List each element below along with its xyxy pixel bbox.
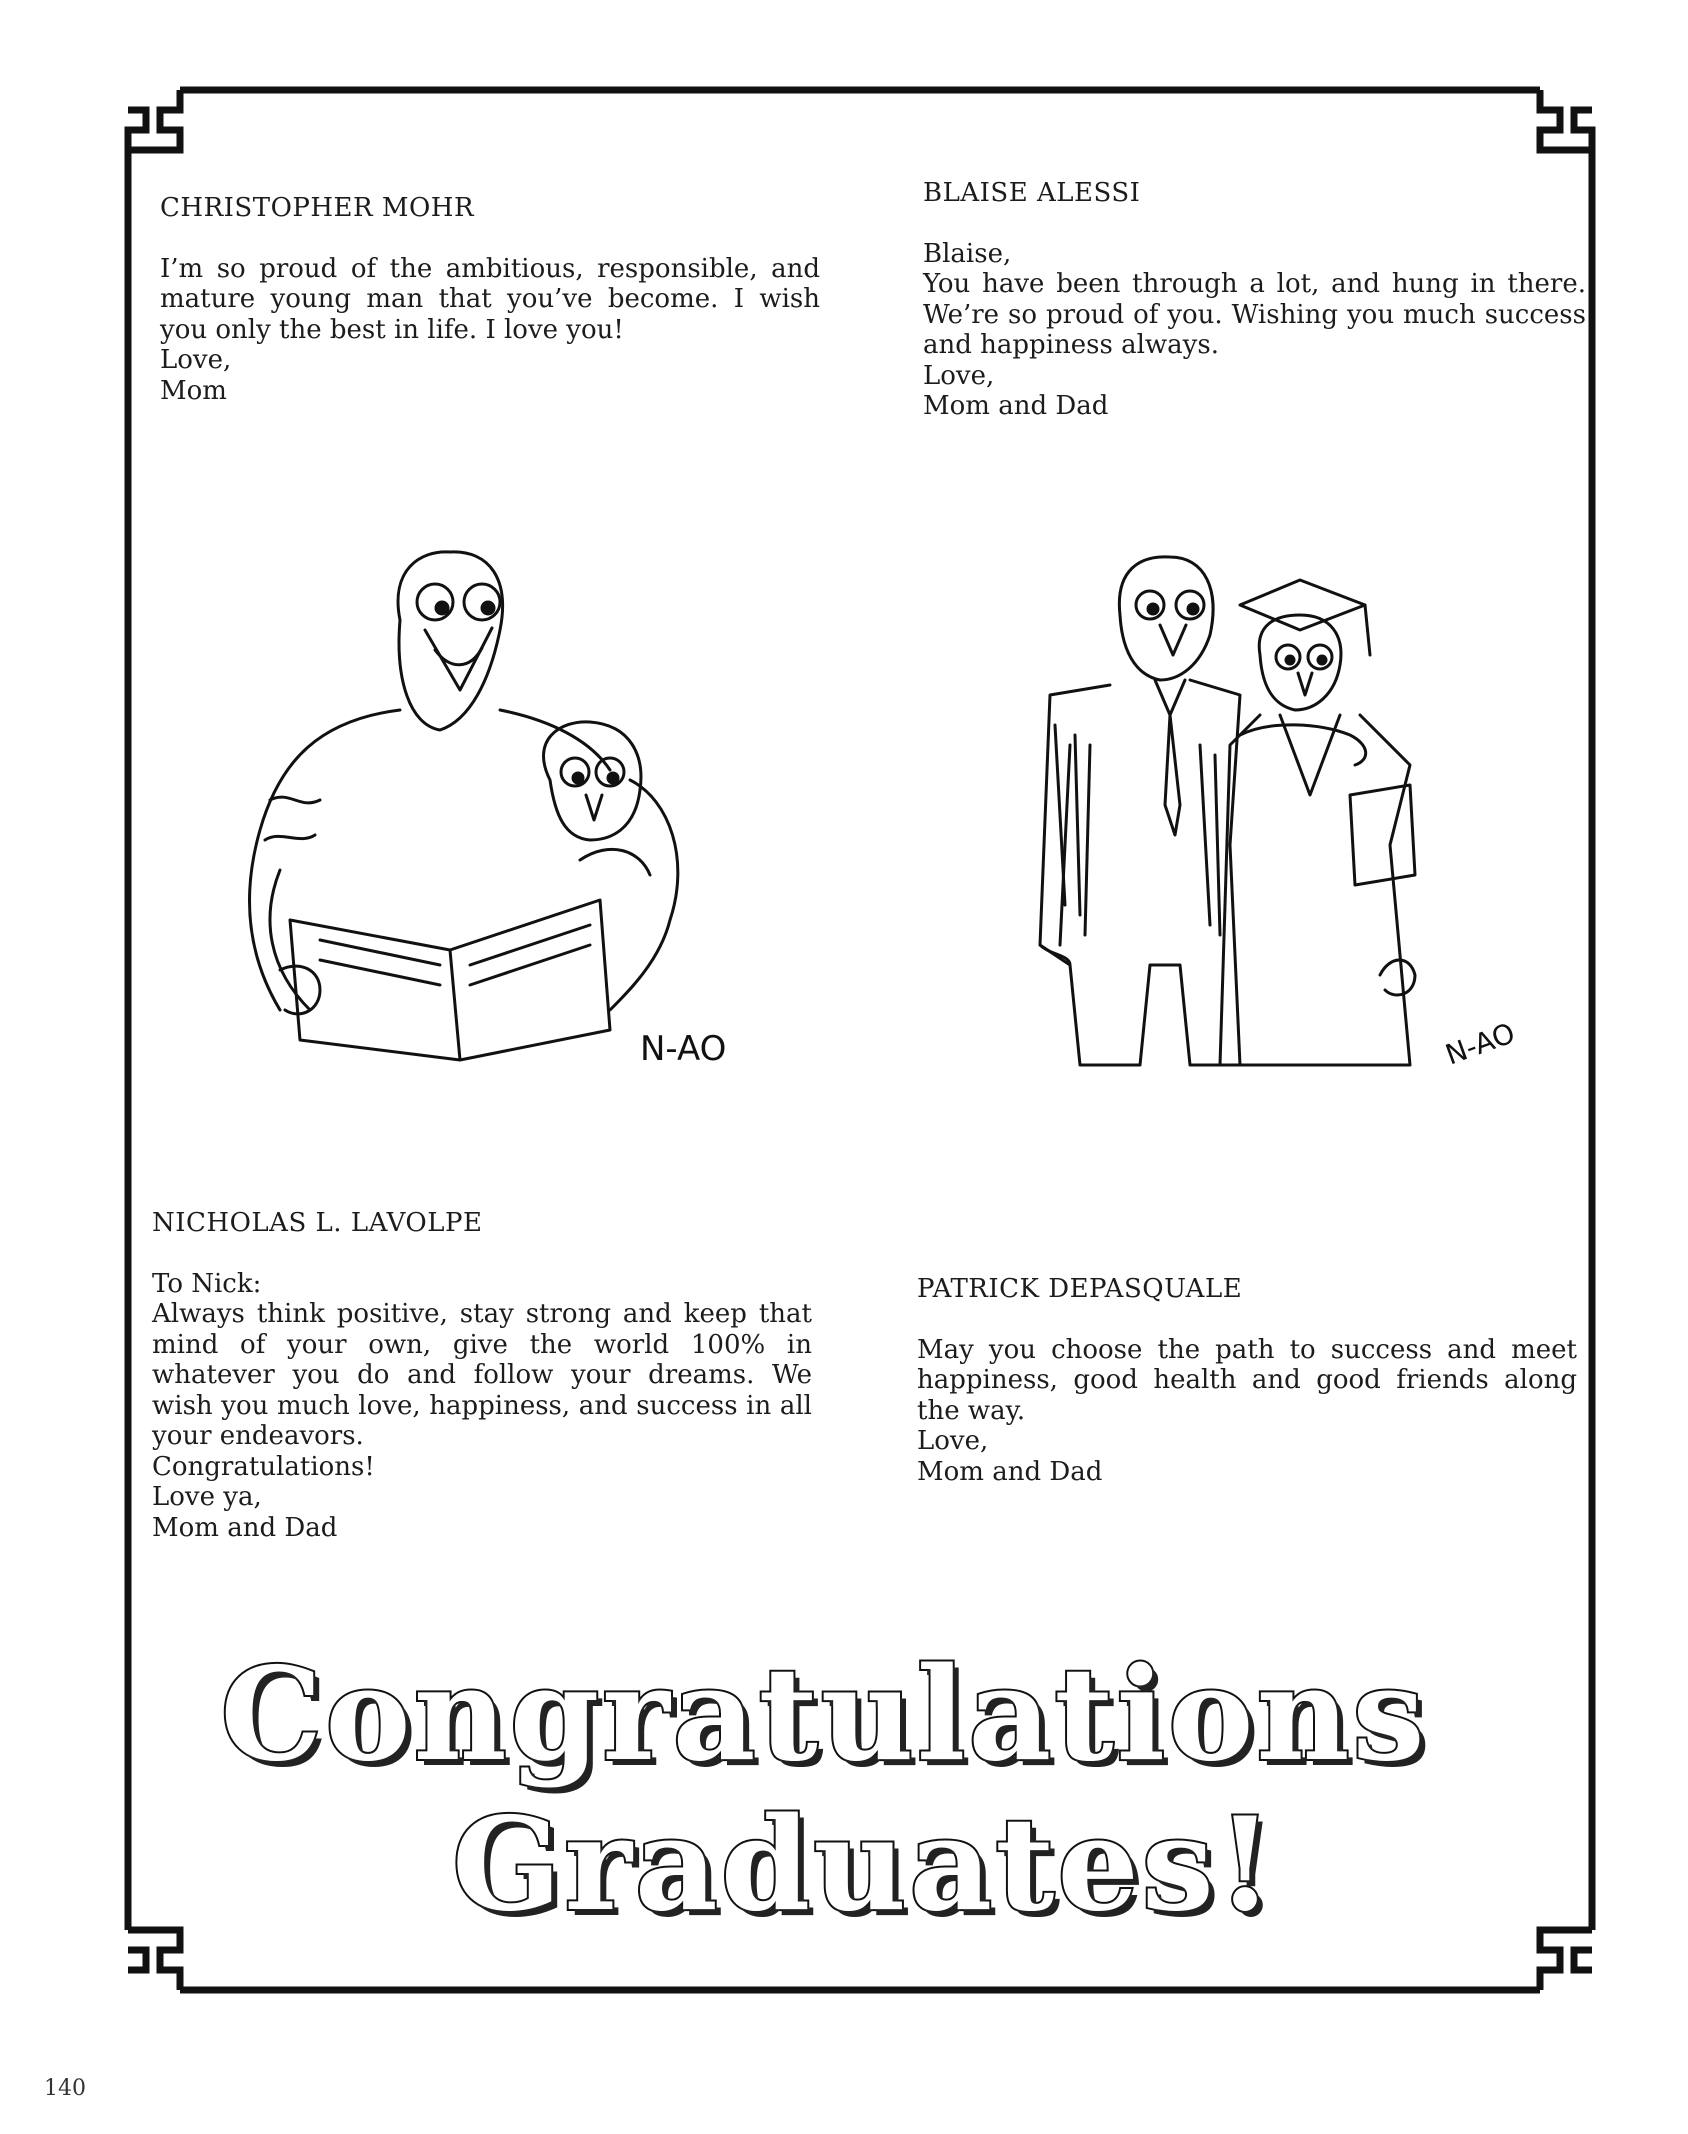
message-closing: Love, [917, 1426, 989, 1456]
graduate-name: PATRICK DEPASQUALE [917, 1274, 1243, 1304]
message-nicholas-lavolpe [152, 1208, 812, 1543]
message-signoff: Mom and Dad [923, 391, 1109, 421]
message-christopher-mohr [160, 193, 820, 406]
message-text: Always think positive, stay strong and keep that mind of your own, give the world 100% in whatever you do and follow your dreams. We wish you much love, happiness, and success in all your endeavors. [152, 1299, 812, 1451]
page-number: 140 [44, 2076, 86, 2101]
message-greeting: To Nick: [152, 1268, 262, 1299]
message-greeting: Blaise, [923, 238, 1012, 269]
message-congrats: Congratulations! [152, 1451, 375, 1482]
message-signoff: Mom [160, 375, 227, 406]
message-text: You have been through a lot, and hung in there. We’re so proud of you. Wishing you much success and happiness always. [923, 269, 1586, 360]
cartoon-parent-bird-reading [170, 540, 770, 1100]
graduate-name: CHRISTOPHER MOHR [160, 193, 475, 223]
graduate-name: BLAISE ALESSI [923, 178, 1141, 208]
cartoon-signature: N-AO [640, 1029, 727, 1069]
message-signoff: Mom and Dad [152, 1512, 338, 1543]
message-blaise-alessi [923, 178, 1586, 422]
banner-congratulations: Congratulations [220, 1640, 1428, 1790]
cartoon-parent-and-graduate-birds [1010, 545, 1520, 1105]
message-text: May you choose the path to success and meet happiness, good health and good friends along the way. [917, 1334, 1577, 1426]
banner-graduates: Graduates! [452, 1790, 1276, 1940]
message-text: I’m so proud of the ambitious, responsible, and mature young man that you’ve become. I wish you only the best in life. I love you! [160, 253, 820, 345]
message-closing: Love, [923, 360, 995, 391]
cartoon-signature: N-AO [1441, 1016, 1520, 1072]
message-patrick-depasquale [917, 1274, 1577, 1487]
message-signoff: Mom and Dad [917, 1456, 1103, 1487]
graduate-name: NICHOLAS L. LAVOLPE [152, 1208, 483, 1238]
message-closing: Love ya, [152, 1482, 262, 1512]
message-closing: Love, [160, 345, 232, 375]
